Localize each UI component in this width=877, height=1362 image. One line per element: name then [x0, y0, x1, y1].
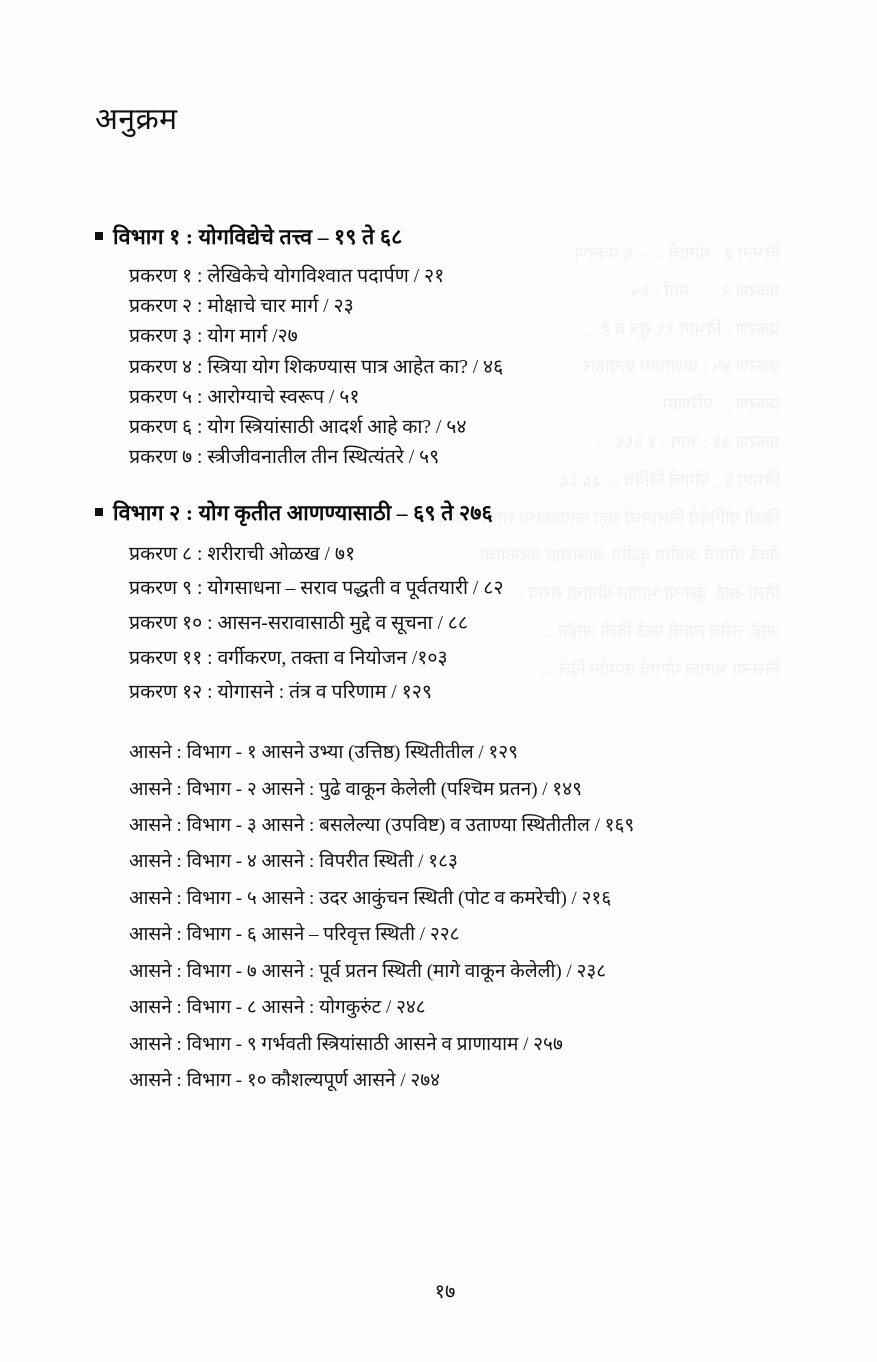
- list-item: प्रकरण १ : लेखिकेचे योगविश्वात पदार्पण / २१: [129, 266, 445, 287]
- bleed-line: प्रकरण ४५ : प्राणायाम प्रत्याहार ...: [565, 356, 780, 377]
- list-item: आसने : विभाग - २ आसने : पुढे वाकून केलेली (पश्चिम प्रतन) / १४९: [129, 778, 582, 800]
- page-title: अनुक्रम: [95, 103, 178, 136]
- list-item: प्रकरण १० : आसन-सरावासाठी मुद्दे व सूचना / ८८: [129, 612, 469, 634]
- bleed-line: प्रकरण ३१ : भाग : १ ६६६ ...: [596, 431, 780, 452]
- page-content-area: [95, 0, 795, 1362]
- list-item: आसने : विभाग - ९ गर्भवती स्त्रियांसाठी आसने व प्राणायाम / २५७: [129, 1033, 563, 1055]
- list-item: प्रकरण १२ : योगासने : तंत्र व परिणाम / १२९: [129, 682, 433, 704]
- toc-section: [95, 222, 795, 474]
- chapter-list-1: [95, 262, 795, 474]
- list-item: आसने : विभाग - ३ आसने : बसलेल्या (उपविष्ट) व उताण्या स्थितीतील / १६९: [129, 814, 635, 836]
- list-item: आसने : विभाग - ६ आसने – परिवृत्त स्थिती / २२८: [129, 924, 460, 946]
- asana-list: [95, 735, 795, 1100]
- list-item: प्रकरण २ : मोक्षाचे चार मार्ग / २३: [129, 296, 354, 318]
- bleed-line: आहे, तसेच त्याची फळे दिली आहेत ...: [539, 620, 780, 641]
- list-item: प्रकरण ११ : वर्गीकरण, तक्ता व नियोजन /१०३: [129, 647, 448, 669]
- bleed-line: प्रकरण ९ : ... मार्ग / ६५: [631, 280, 780, 301]
- bleed-line: विभाग ४ : योगाचे विविध ... ३६ ८६: [559, 469, 780, 490]
- list-item: आसने : विभाग - ५ आसने : उदर आकुंचन स्थिती (पोट व कमरेची) / २१६: [129, 887, 612, 909]
- section-heading-label: विभाग १ : योगविद्येचे तत्त्व – १९ ते ६८: [113, 225, 403, 249]
- list-item: आसने : विभाग - ४ आसने : विपरीत स्थिती / १८३: [129, 851, 458, 873]
- table-of-contents: [95, 222, 795, 1102]
- list-item: प्रकरण ९ : योगसाधना – सराव पद्धती व पूर्वतयारी / ८२: [129, 578, 504, 600]
- square-bullet-icon: [95, 232, 103, 240]
- list-item: आसने : विभाग - १० कौशल्यपूर्ण आसने / २७४: [129, 1070, 441, 1092]
- list-item: प्रकरण ६ : योग स्त्रियांसाठी आदर्श आहे का? / ५४: [129, 417, 467, 439]
- list-item: प्रकरण ५ : आरोग्याचे स्वरूप / ५१: [129, 386, 360, 408]
- bleed-line: प्रकरण : विभाग ११ सूत्र व हे ...: [583, 318, 780, 339]
- list-item: आसने : विभाग - ७ आसने : पूर्व प्रतन स्थिती (मागे वाकून केलेली) / २३८: [129, 960, 607, 982]
- bleed-line: तेवढे योगाचे अयोग्य कृतीत आत्मसात करण्याचा ...: [462, 545, 780, 566]
- bleed-line: किशी योगिवेचे तिलामध्ये सहा कायाकाभ्य साधानाची या: [431, 507, 780, 528]
- list-item: प्रकरण ८ : शरीराची ओळख / ७१: [129, 543, 356, 565]
- section-heading-2: [95, 498, 795, 527]
- square-bullet-icon: [95, 508, 103, 516]
- bleed-line: प्रकरण ... परिणाम: [662, 394, 780, 415]
- list-item: प्रकरण ३ : योग मार्ग /२७: [129, 326, 298, 348]
- bleed-line: तिला आहे. दुसऱ्या भागात योगाचा सराव ...: [510, 583, 780, 604]
- section-heading-1: [95, 222, 795, 251]
- bleed-line: विभाग ३ : योगाचे ... – ६ प्रकरण: [574, 243, 780, 263]
- page-number: १७: [434, 1281, 456, 1303]
- toc-section: [95, 498, 795, 1100]
- section-heading-label: विभाग २ : योग कृतीत आणण्यासाठी – ६९ ते २७६: [113, 500, 493, 525]
- list-item: प्रकरण ४ : स्त्रिया योग शिकण्यास पात्र आहेत का? / ४६: [129, 356, 504, 378]
- list-item: प्रकरण ७ : स्त्रीजीवनातील तीन स्थित्यंतरे / ५९: [129, 447, 440, 469]
- list-item: आसने : विभाग - १ आसने उभ्या (उत्तिष्ठ) स्थितीतील / १२९: [129, 742, 519, 764]
- list-item: आसने : विभाग - ८ आसने : योगकुरुंट / २४८: [129, 997, 426, 1019]
- bleed-line: तिसऱ्या भागात योगाचे उपयोग दिले ...: [540, 658, 780, 679]
- chapter-list-2: [95, 538, 795, 712]
